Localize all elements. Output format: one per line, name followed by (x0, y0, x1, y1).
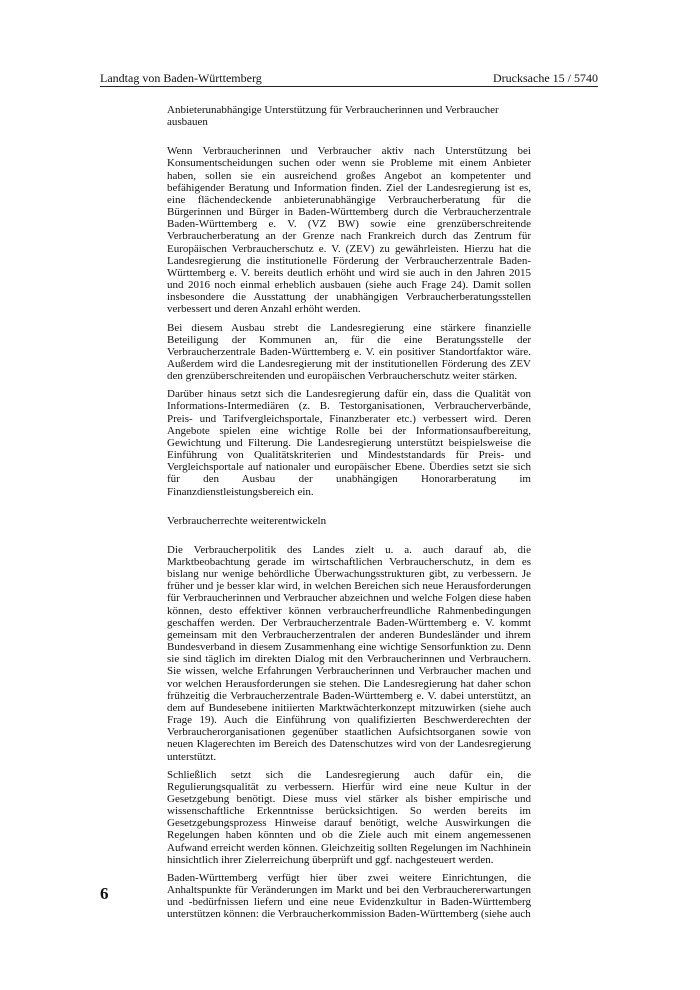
running-header (100, 64, 598, 87)
body-text (167, 104, 531, 927)
paragraph: Schließlich setzt sich die Landesregierung auch dafür ein, die Regulierungsqualität zu verbessern. Hierfür wird eine neue Kultur in der Gesetzgebung benötigt. Diese muss viel stärker als bisher empirische und wissenschaftliche Erkenntnisse berücksichtigen. So werden bereits im Gesetzgebungsprozess Hinweise darauf benötigt, welche Auswirkungen die Regelungen haben könnten und ob die Ziele auch mit einem angemessenen Aufwand erreicht werden können. Gleichzeitig sollten Regelungen im Nachhinein hinsichtlich ihrer Zielerreichung überprüft und ggf. nachgesteuert werden. (167, 768, 531, 866)
section-heading: Anbieterunabhängige Unterstützung für Verbraucherinnen und Verbraucher ausbauen (167, 104, 499, 129)
header-publisher: Landtag von Baden-Württemberg (100, 71, 262, 85)
section-heading: Verbraucherrechte weiterentwickeln (167, 514, 327, 527)
paragraph: Bei diesem Ausbau strebt die Landesregierung eine stärkere finanzielle Beteiligung der Kommunen an, für die eine Beratungsstelle der Verbraucherzentrale Baden-Württemberg e. V. ein positiver Standortfaktor wäre. Außerdem wird die Landesregierung mit der institutionellen Förderung des ZEV den grenzüberschreitenden und europäischen Verbraucherschutz weiter stärken. (167, 321, 531, 383)
page-number: 6 (100, 884, 109, 903)
paragraph: Die Verbraucherpolitik des Landes zielt u. a. auch darauf ab, die Marktbeobachtung gerade im wirtschaftlichen Verbraucherschutz, in dem es bislang nur wenige behördliche Überwachungsstrukturen gibt, zu verbessern. Je früher und je besser klar wird, in welchen Bereichen sich neue Herausforderungen für Verbraucherinnen und Verbraucher abzeichnen und welche Folgen diese haben können, desto effektiver können verbraucherfreundliche Rahmenbedingungen geschaffen werden. Der Verbraucherzentrale Baden-Württemberg e. V. kommt gemeinsam mit den Verbraucherzentralen der anderen Bundesländer und ihrem Bundesverband in diesem Zusammenhang eine wichtige Sensorfunktion zu. Denn sie sind täglich im direkten Dialog mit den Verbraucherinnen und Verbrauchern. Sie wissen, welche Erfahrungen Verbraucherinnen und Verbraucher machen und vor welchen Herausforderungen sie stehen. Die Landesregierung hat daher schon frühzeitig die Verbraucherzentrale Baden-Württemberg e. V. dabei unterstützt, an dem auf Bundesebene initiierten Marktwächterkonzept mitzuwirken (siehe auch Frage 19). Auch die Einführung von qualifizierten Beschwerderechten der Verbraucherorganisationen gegenüber staatlichen Aufsichtsorganen sowie von neuen Klagerechten im Bereich des Datenschutzes wird von der Landesregierung unterstützt. (167, 543, 531, 763)
header-document-number: Drucksache 15 / 5740 (493, 71, 598, 85)
paragraph: Baden-Württemberg verfügt hier über zwei weitere Einrichtungen, die Anhaltspunkte für Veränderungen im Markt und bei den Verbrauchererwartungen und -bedürfnissen liefern und eine neue Evidenzkultur in Baden-Württemberg unterstützen können: die Verbraucherkommission Baden-Württemberg (siehe auch (167, 871, 531, 921)
paragraph: Darüber hinaus setzt sich die Landesregierung dafür ein, dass die Qualität von Informations-Intermediären (z. B. Testorganisationen, Verbraucherverbände, Preis- und Tarifvergleichsportale, Finanzberater etc.) verbessert wird. Deren Angebote spielen eine wichtige Rolle bei der Informationsaufbereitung, Gewichtung und Filterung. Die Landesregierung unterstützt beispielsweise die Einführung von Qualitätskriterien und Mindeststandards für Preis- und Vergleichsportale auf nationaler und europäischer Ebene. Überdies setzt sie sich für den Ausbau der unabhängigen Honorarberatung im Finanzdienstleistungsbereich ein. (167, 388, 531, 498)
paragraph: Wenn Verbraucherinnen und Verbraucher aktiv nach Unterstützung bei Konsumentscheidungen suchen oder wenn sie Probleme mit einem Anbieter haben, sollen sie ein ausreichend großes Angebot an kompetenter und befähigender Beratung und Information finden. Ziel der Landesregierung ist es, eine flächendeckende anbieterunabhängige Verbraucherberatung für die Bürgerinnen und Bürger in Baden-Württemberg durch die Verbraucherzentrale Baden-Württemberg e. V. (VZ BW) sowie eine grenzüberschreitende Verbraucherberatung an der Grenze nach Frankreich durch das Zentrum für Europäischen Verbraucherschutz e. V. (ZEV) zu gewährleisten. Hierzu hat die Landesregierung die institutionelle Förderung der Verbraucherzentrale Baden-Württemberg e. V. bereits deutlich erhöht und wird sie auch in den Jahren 2015 und 2016 noch einmal erheblich ausbauen (siehe auch Frage 24). Damit sollen insbesondere die Ausstattung der unabhängigen Verbraucherberatungsstellen verbessert und deren Anzahl erhöht werden. (167, 145, 531, 316)
